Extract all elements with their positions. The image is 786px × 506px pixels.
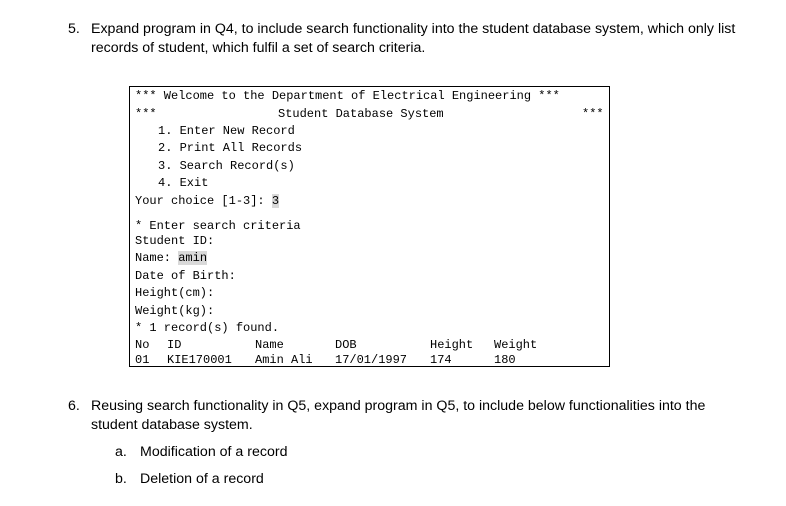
choice-line: [135, 194, 279, 209]
console-banner-title: Student Database System: [278, 107, 444, 121]
weight-label: Weight(kg):: [135, 304, 215, 318]
table-header-dob: DOB: [335, 338, 357, 352]
console-banner-stars-right: ***: [582, 107, 604, 121]
subitem-a: [115, 443, 515, 463]
subitem-a-text: Modification of a record: [140, 444, 288, 460]
table-header-name: Name: [255, 338, 284, 352]
search-header: * Enter search criteria: [135, 219, 301, 233]
question-5-text: Expand program in Q4, to include search functionality into the student database system, which only list records of student, which fulfil a set of search criteria.: [91, 21, 736, 56]
table-cell-name: Amin Ali: [255, 353, 313, 367]
console-screenshot: [129, 86, 610, 367]
subitem-a-letter: a.: [115, 444, 127, 460]
table-cell-no: 01: [135, 353, 150, 367]
choice-prompt: Your choice [1-3]:: [135, 194, 272, 208]
table-header-no: No: [135, 338, 150, 352]
name-value: amin: [178, 251, 208, 265]
console-banner-stars-left: ***: [135, 107, 157, 121]
table-cell-dob: 17/01/1997: [335, 353, 408, 367]
dob-label: Date of Birth:: [135, 269, 236, 283]
menu-item-print-all-records: 2. Print All Records: [158, 141, 303, 155]
console-banner-line1: *** Welcome to the Department of Electrical Engineering ***: [135, 89, 560, 103]
table-cell-height: 174: [430, 353, 452, 367]
question-6-number: 6.: [68, 398, 80, 414]
menu-item-enter-new-record: 1. Enter New Record: [158, 124, 295, 138]
question-5: [68, 20, 768, 60]
menu-item-search-records: 3. Search Record(s): [158, 159, 295, 173]
height-label: Height(cm):: [135, 286, 215, 300]
table-cell-weight: 180: [494, 353, 516, 367]
name-line: [135, 251, 207, 266]
question-6: [68, 397, 768, 437]
table-cell-id: KIE170001: [167, 353, 232, 367]
subitem-b-text: Deletion of a record: [140, 471, 264, 487]
question-6-text: Reusing search functionality in Q5, expand program in Q5, to include below functionalities into the student database system.: [91, 398, 706, 433]
menu-item-exit: 4. Exit: [158, 176, 209, 190]
table-header-weight: Weight: [494, 338, 538, 352]
name-label: Name:: [135, 251, 179, 265]
subitem-b: [115, 470, 515, 490]
table-header-id: ID: [167, 338, 182, 352]
student-id-label: Student ID:: [135, 234, 215, 248]
table-header-height: Height: [430, 338, 474, 352]
choice-value: 3: [271, 194, 280, 208]
records-found-text: * 1 record(s) found.: [135, 321, 280, 335]
question-5-number: 5.: [68, 21, 80, 37]
subitem-b-letter: b.: [115, 471, 127, 487]
